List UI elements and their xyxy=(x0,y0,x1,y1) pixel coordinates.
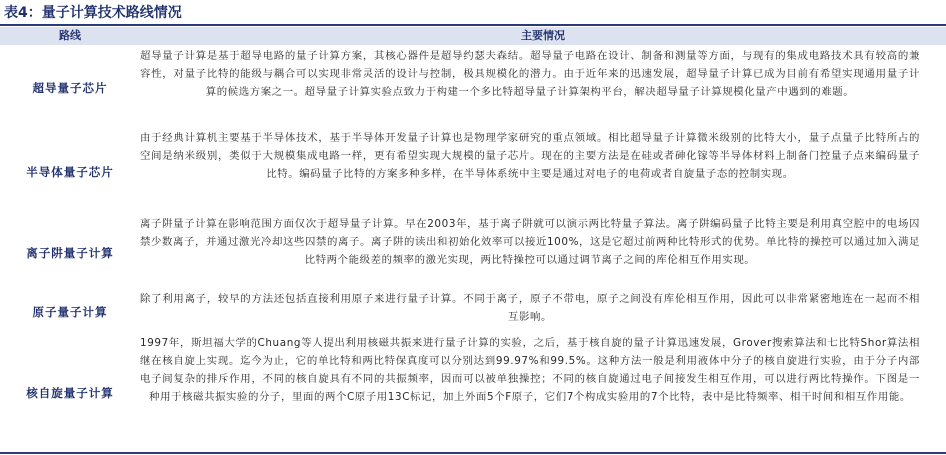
top-rule xyxy=(0,24,946,26)
table-title: 表4：量子计算技术路线情况 xyxy=(4,5,182,21)
table-row-atom xyxy=(0,290,946,334)
row-text: 除了利用离子，较早的方法还包括直接利用原子来进行量子计算。不同于离子，原子不带电，原子之间没有库伦相互作用，因此可以非常紧密地连在一起而不相互影响。 xyxy=(140,293,920,323)
table-row-ion-trap xyxy=(0,215,946,290)
row-label: 半导体量子芯片 xyxy=(26,165,114,179)
row-label: 核自旋量子计算 xyxy=(26,386,114,400)
row-text: 1997年，斯坦福大学的Chuang等人提出利用核磁共振来进行量子计算的实验，之后，基于核自旋的量子计算迅速发展，Grover搜索算法和七比特Shor算法相继在核自旋上实现。迄今为止，它的单比特和两比特保真度可以分别达到99.97%和99.5%。这种方法一般是利用液体中分子的核自旋进行实验，由于分子内部电子间复杂的排斥作用，不同的核自旋具有不同的共振频率，因而可以被单独操控；不同的核自旋通过电子间接发生相互作用，可以进行两比特操作。下图是一种用于核磁共振实验的分子，里面的两个C原子用13C标记，加上外面5个F原子，它们7个构成实验用的7个比特，表中是比特频率、相干时间和相互作用能。 xyxy=(140,337,920,403)
row-text: 离子阱量子计算在影响范围方面仅次于超导量子计算。早在2003年，基于离子阱就可以演示两比特量子算法。离子阱编码量子比特主要是利用真空腔中的电场囚禁少数离子，并通过激光冷却这些囚禁的离子。离子阱的读出和初始化效率可以接近100%，这是它超过前两种比特形式的优势。单比特的操控可以通过加入满足比特两个能级差的频率的激光实现，两比特操控可以通过调节离子之间的库伦相互作用实现。 xyxy=(140,218,920,266)
row-label: 原子量子计算 xyxy=(32,305,108,319)
table-header xyxy=(0,27,946,45)
table-row-semiconductor xyxy=(0,129,946,215)
row-label: 超导量子芯片 xyxy=(32,81,108,95)
bottom-rule xyxy=(0,452,946,454)
header-route: 路线 xyxy=(59,29,81,42)
table-row-nuclear-spin xyxy=(0,334,946,452)
table-row-superconducting xyxy=(0,47,946,129)
header-main: 主要情况 xyxy=(521,29,565,42)
row-text: 超导量子计算是基于超导电路的量子计算方案，其核心器件是超导约瑟夫森结。超导量子电路在设计、制备和测量等方面，与现有的集成电路技术具有较高的兼容性，对量子比特的能级与耦合可以实现非常灵活的设计与控制，极具规模化的潜力。由于近年来的迅速发展，超导量子计算已成为目前有希望实现通用量子计算的候选方案之一。超导量子计算实验点致力于构建一个多比特超导量子计算架构平台，解决超导量子计算规模化量产中遇到的难题。 xyxy=(140,50,920,98)
row-label: 离子阱量子计算 xyxy=(26,245,114,260)
row-text: 由于经典计算机主要基于半导体技术，基于半导体开发量子计算也是物理学家研究的重点领域。相比超导量子计算微米级别的比特大小，量子点量子比特所占的空间是纳米级别，类似于大规模集成电路一样，更有希望实现大规模的量子芯片。现在的主要方法是在硅或者砷化镓等半导体材料上制备门控量子点来编码量子比特。编码量子比特的方案多种多样，在半导体系统中主要是通过对电子的电荷或者自旋量子态的控制实现。 xyxy=(140,132,920,180)
